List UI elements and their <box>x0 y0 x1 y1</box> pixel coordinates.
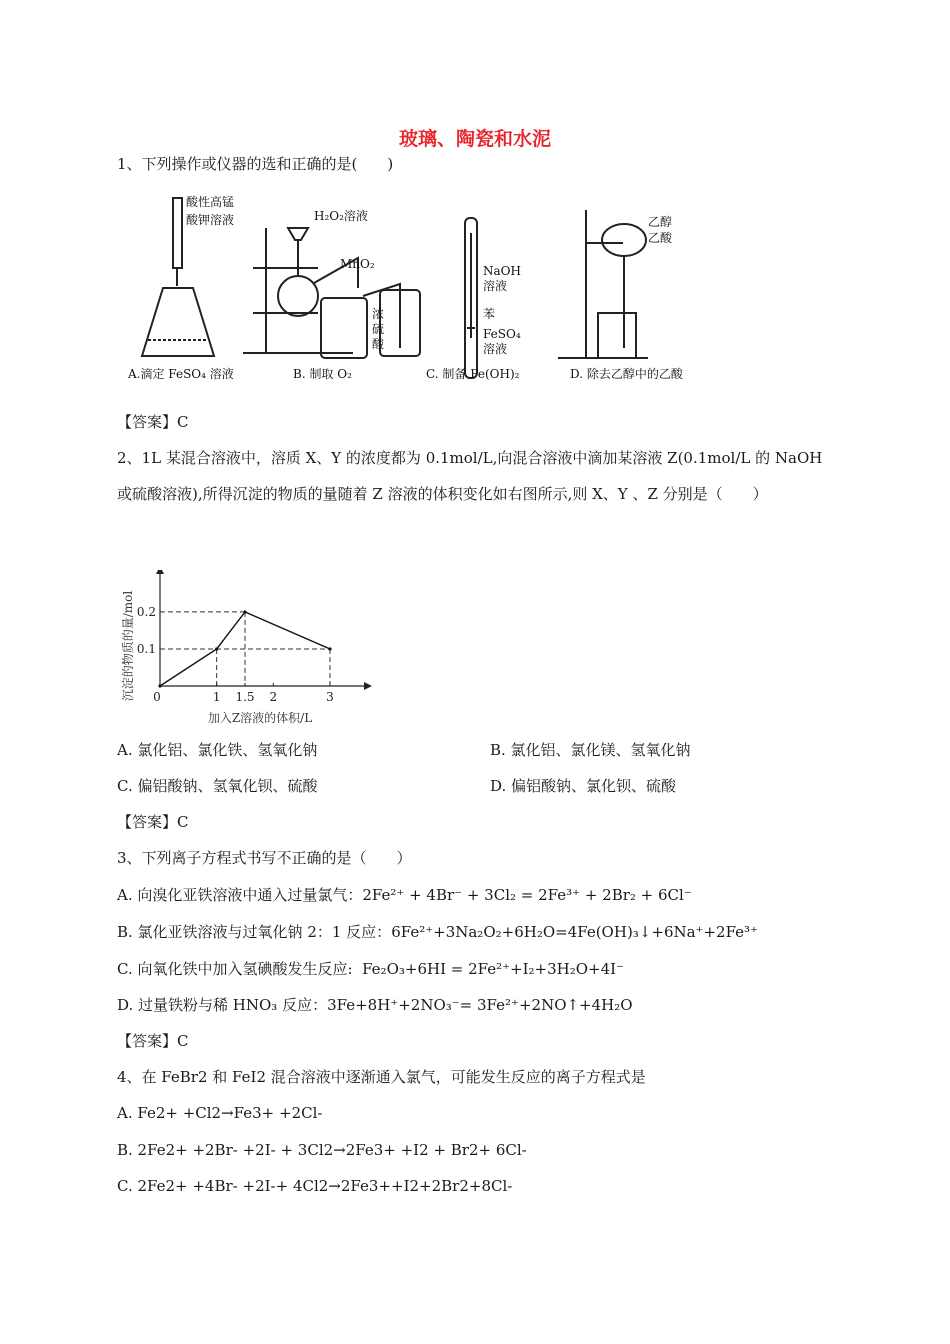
svg-text:NaOH: NaOH <box>483 264 521 278</box>
q3-option-b-text: B. 氯化亚铁溶液与过氧化钠 2：1 反应： <box>117 923 392 941</box>
svg-text:A.滴定 FeSO₄ 溶液: A.滴定 FeSO₄ 溶液 <box>128 367 234 381</box>
round-flask-shape <box>278 276 318 316</box>
conical-flask-shape <box>142 288 214 356</box>
q1-apparatus-figure <box>118 188 718 388</box>
svg-text:浓: 浓 <box>372 307 385 321</box>
chart-x-tick-label: 1 <box>212 690 221 704</box>
svg-text:乙酸: 乙酸 <box>648 231 673 245</box>
q4-option-a: A. Fe2+ +Cl2→Fe3+ +2Cl- <box>117 1104 323 1122</box>
q3-option-c-equation: Fe₂O₃+6HI = 2Fe²⁺+I₂+3H₂O+4I⁻ <box>362 960 625 978</box>
q3-option-a-equation: 2Fe²⁺ + 4Br⁻ + 3Cl₂ = 2Fe³⁺ + 2Br₂ + 6Cl⁻ <box>362 886 692 904</box>
svg-text:酸性高锰: 酸性高锰 <box>186 195 235 209</box>
chart-data-point <box>215 647 218 650</box>
wash-bottle-shape <box>321 298 367 358</box>
chart-x-tick-label: 0 <box>153 690 161 704</box>
chart-y-tick-label: 0.2 <box>136 604 156 619</box>
chart-y-tick-label: 0.1 <box>136 641 156 656</box>
q2-option-d: D. 偏铝酸钠、氯化钡、硫酸 <box>490 777 677 795</box>
svg-text:酸钾溶液: 酸钾溶液 <box>186 213 235 227</box>
q3-stem: 3、下列离子方程式书写不正确的是（ ） <box>117 849 412 867</box>
svg-text:溶液: 溶液 <box>483 342 508 356</box>
svg-text:H₂O₂溶液: H₂O₂溶液 <box>314 209 368 223</box>
q1-answer: 【答案】C <box>117 413 189 431</box>
q2-answer: 【答案】C <box>117 813 189 831</box>
q3-option-a <box>117 885 692 905</box>
q3-option-d <box>117 995 633 1015</box>
q2-chart <box>118 570 380 728</box>
q2-stem: 2、1L 某混合溶液中，溶质 X、Y 的浓度都为 0.1mol/L,向混合溶液中滴加某溶液 Z(0.1mol/L 的 NaOH 或硫酸溶液),所得沉淀的物质的量随着 Z 溶液的体积变化如右图所示,则 X、Y 、Z 分别是（ ） <box>117 449 823 503</box>
svg-text:D. 除去乙醇中的乙酸: D. 除去乙醇中的乙酸 <box>570 367 683 381</box>
q3-option-d-equation: 3Fe+8H⁺+2NO₃⁻= 3Fe²⁺+2NO↑+4H₂O <box>327 996 633 1014</box>
chart-x-tick-label: 1.5 <box>235 690 255 704</box>
chart-y-axis-arrow <box>156 570 164 574</box>
page-title: 玻璃、陶瓷和水泥 <box>398 128 551 150</box>
svg-text:苯: 苯 <box>483 307 496 321</box>
q2-option-c: C. 偏铝酸钠、氢氧化钡、硫酸 <box>117 777 318 795</box>
q3-option-b-equation: 6Fe²⁺+3Na₂O₂+6H₂O=4Fe(OH)₃↓+6Na⁺+2Fe³⁺ <box>391 923 758 941</box>
q4-stem: 4、在 FeBr2 和 FeI2 混合溶液中逐渐通入氯气，可能发生反应的离子方程式是 <box>117 1068 646 1086</box>
q3-option-b <box>117 922 758 942</box>
svg-text:溶液: 溶液 <box>483 279 508 293</box>
svg-text:乙醇: 乙醇 <box>648 215 673 229</box>
chart-x-tick-label: 3 <box>326 690 334 704</box>
chart-ylabel: 沉淀的物质的量/mol <box>121 590 135 702</box>
burette-shape <box>173 198 182 268</box>
chart-data-point <box>328 647 331 650</box>
q3-option-c-text: C. 向氧化铁中加入氢碘酸发生反应: <box>117 960 353 978</box>
precipitate-chart-svg <box>118 570 380 728</box>
apparatus-drawing <box>118 188 718 388</box>
svg-text:MnO₂: MnO₂ <box>340 257 375 271</box>
q3-option-a-text: A. 向溴化亚铁溶液中通入过量氯气： <box>117 886 363 904</box>
svg-text:硫: 硫 <box>372 322 385 336</box>
svg-text:FeSO₄: FeSO₄ <box>483 327 521 341</box>
q2-option-a: A. 氯化铝、氯化铁、氢氧化钠 <box>117 741 318 759</box>
chart-data-point <box>158 684 161 687</box>
separatory-funnel-shape <box>602 224 646 256</box>
q3-option-c <box>117 959 624 979</box>
q1-stem: 1、下列操作或仪器的选和正确的是( ) <box>117 155 394 173</box>
chart-x-axis-arrow <box>364 682 372 690</box>
chart-data-point <box>243 610 246 613</box>
q4-option-b: B. 2Fe2+ +2Br- +2I- + 3Cl2→2Fe3+ +I2 + Br2+ 6Cl- <box>117 1141 527 1159</box>
q3-option-d-text: D. 过量铁粉与稀 HNO₃ 反应： <box>117 996 328 1014</box>
svg-text:C. 制备 Fe(OH)₂: C. 制备 Fe(OH)₂ <box>426 367 520 381</box>
chart-xlabel: 加入Z溶液的体积/L <box>207 711 313 725</box>
svg-text:B. 制取 O₂: B. 制取 O₂ <box>293 367 352 381</box>
q2-option-b: B. 氯化铝、氯化镁、氢氧化钠 <box>490 741 691 759</box>
q4-option-c: C. 2Fe2+ +4Br- +2I-+ 4Cl2→2Fe3++I2+2Br2+8Cl- <box>117 1177 513 1195</box>
svg-text:酸: 酸 <box>372 337 385 351</box>
chart-x-tick-label: 2 <box>269 690 278 704</box>
q3-answer: 【答案】C <box>117 1032 189 1050</box>
